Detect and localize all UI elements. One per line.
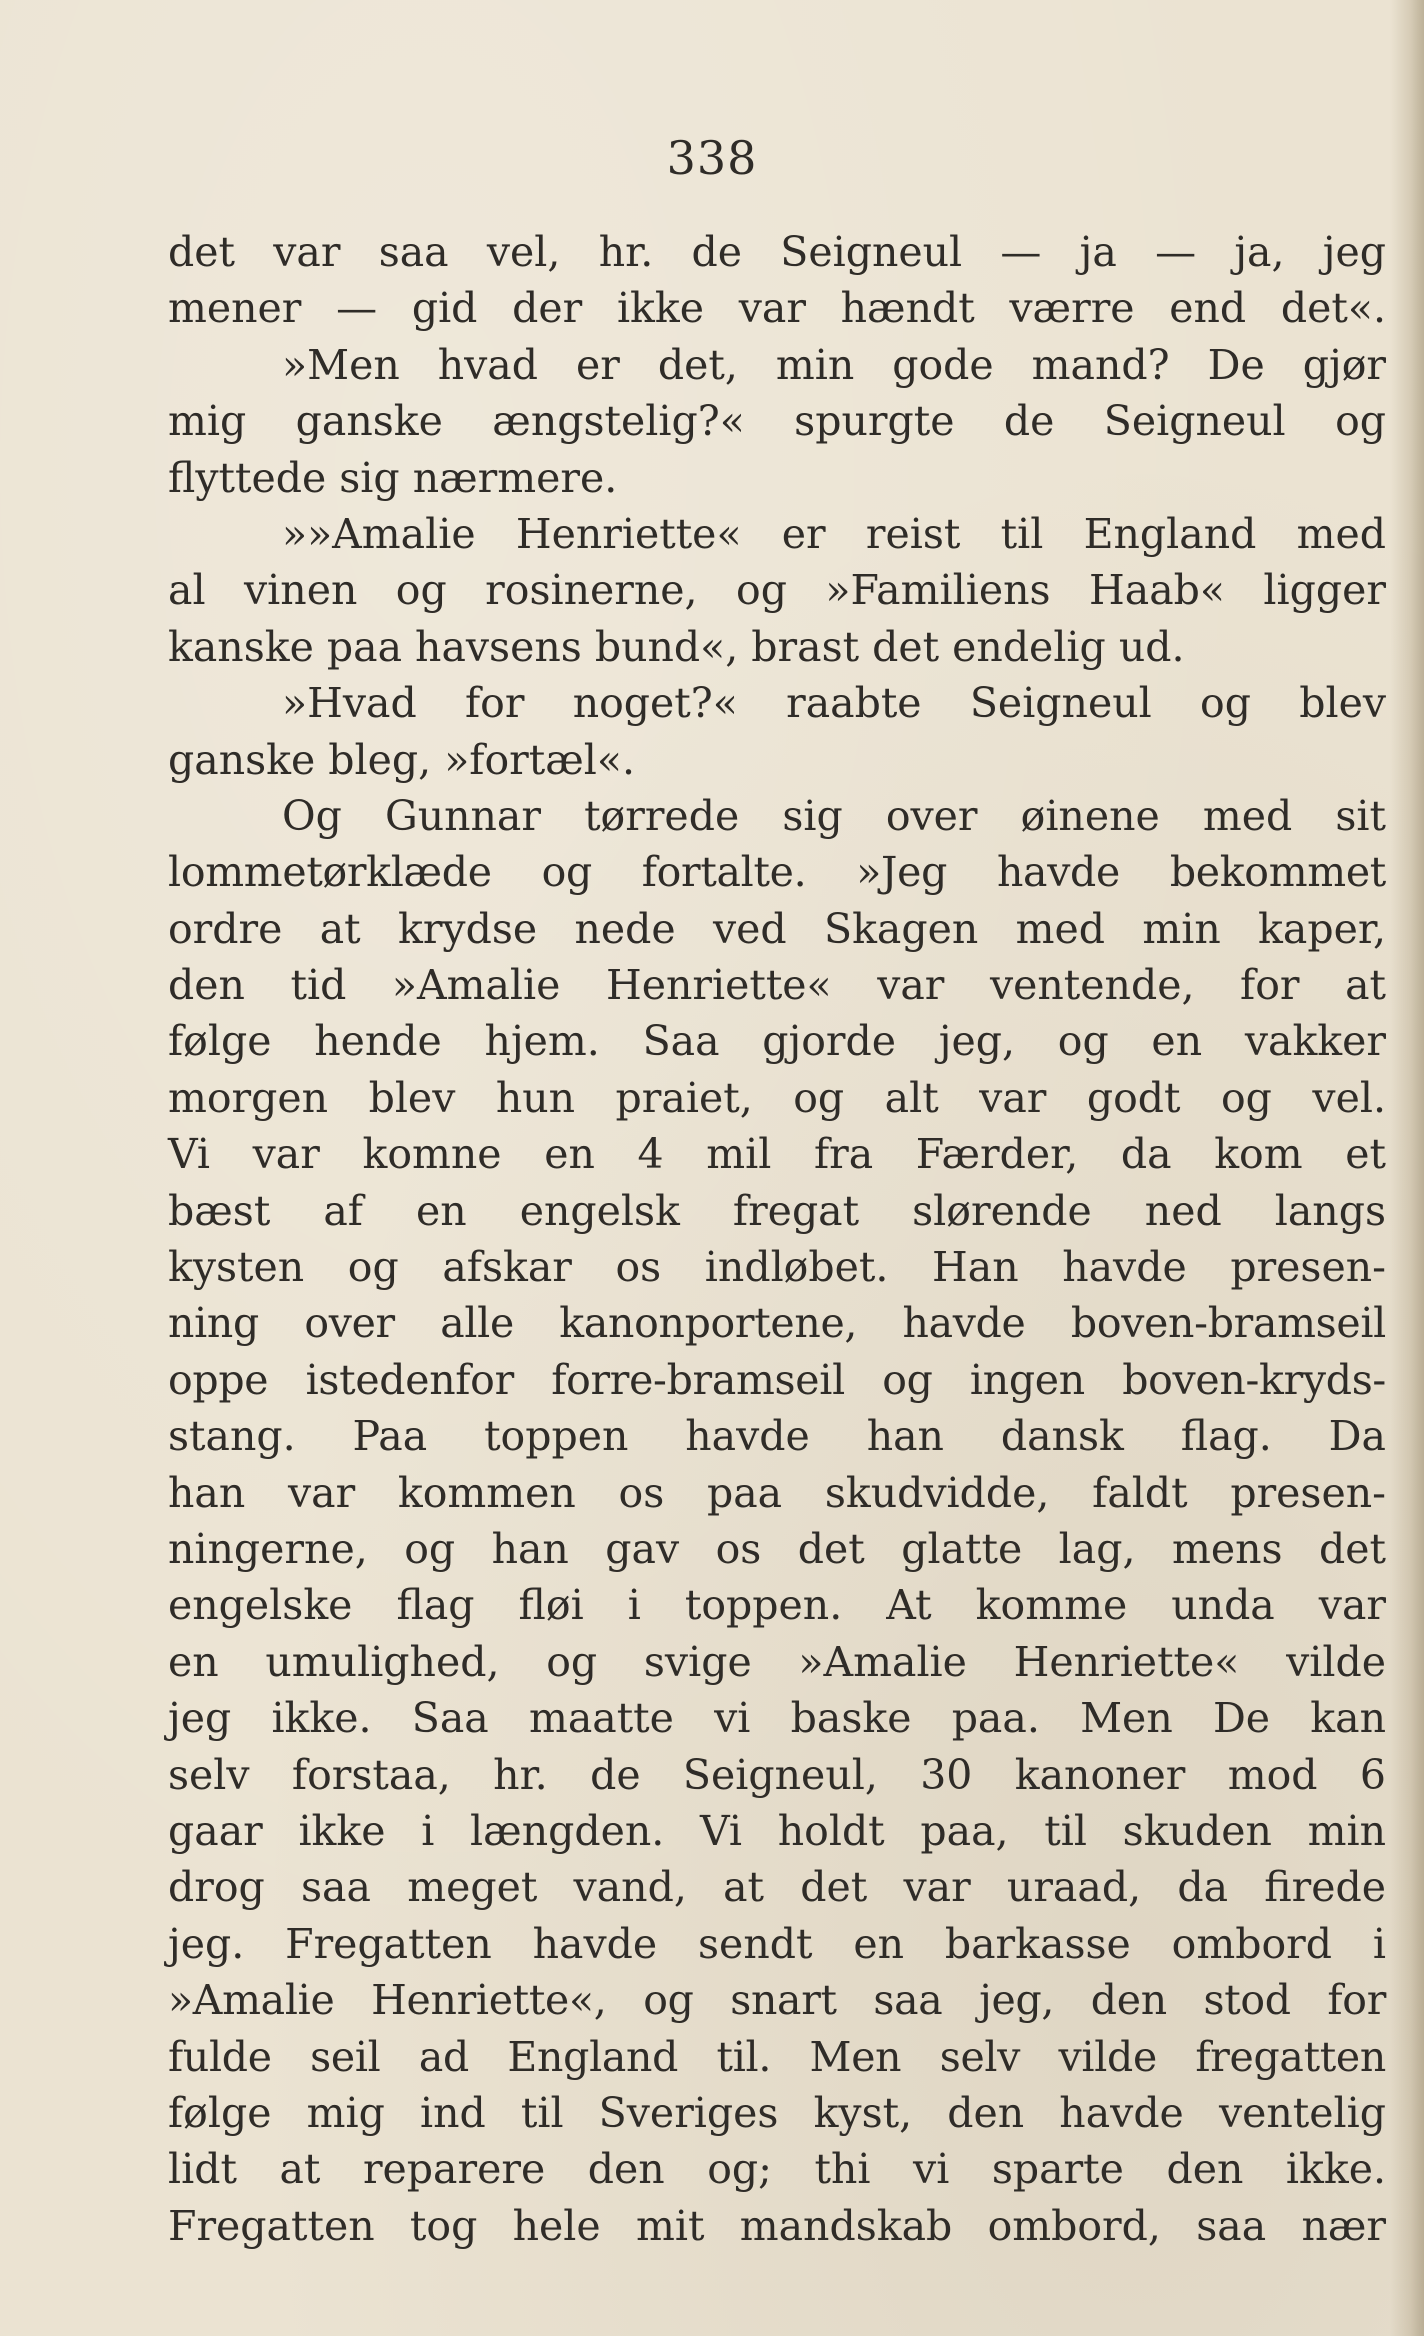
text-line: »»Amalie Henriette« er reist til England med: [282, 509, 1386, 558]
text-line: kanske paa havsens bund«, brast det endelig ud.: [168, 622, 1185, 671]
text-line: ningerne, og han gav os det glatte lag, mens det: [168, 1524, 1386, 1573]
text-line: drog saa meget vand, at det var uraad, da firede: [168, 1863, 1386, 1912]
text-line: engelske flag fløi i toppen. At komme unda var: [168, 1581, 1386, 1630]
text-line: følge mig ind til Sveriges kyst, den havde ventelig: [168, 2088, 1386, 2137]
text-line: lidt at reparere den og; thi vi sparte den ikke.: [168, 2145, 1386, 2194]
text-line: mig ganske ængstelig?« spurgte de Seigneul og: [168, 397, 1386, 446]
text-line: oppe istedenfor forre-bramseil og ingen boven-kryds-: [168, 1355, 1386, 1404]
text-line: ning over alle kanonportene, havde boven-bramseil: [168, 1299, 1386, 1348]
text-line: jeg ikke. Saa maatte vi baske paa. Men De kan: [168, 1694, 1386, 1743]
text-line: bæst af en engelsk fregat slørende ned langs: [168, 1186, 1386, 1235]
text-line: Vi var komne en 4 mil fra Færder, da kom et: [168, 1130, 1386, 1179]
text-line: stang. Paa toppen havde han dansk flag. Da: [168, 1412, 1386, 1461]
text-line: kysten og afskar os indløbet. Han havde presen-: [168, 1243, 1386, 1292]
text-line: »Amalie Henriette«, og snart saa jeg, den stod for: [168, 1976, 1386, 2025]
page-number: 338: [666, 131, 758, 185]
text-line: en umulighed, og svige »Amalie Henriette« vilde: [168, 1637, 1386, 1686]
text-line: »Men hvad er det, min gode mand? De gjør: [282, 340, 1386, 389]
text-line: Og Gunnar tørrede sig over øinene med sit: [282, 791, 1386, 840]
text-line: det var saa vel, hr. de Seigneul — ja — ja, jeg: [168, 228, 1386, 276]
body-text: [168, 224, 1386, 2254]
text-line: følge hende hjem. Saa gjorde jeg, og en vakker: [168, 1017, 1386, 1066]
text-line: ganske bleg, »fortæl«.: [168, 735, 635, 784]
text-line: al vinen og rosinerne, og »Familiens Haab« ligger: [168, 566, 1386, 615]
page-edge-shadow: [1390, 0, 1424, 2336]
text-line: selv forstaa, hr. de Seigneul, 30 kanoner mod 6: [168, 1750, 1386, 1799]
text-line: lommetørklæde og fortalte. »Jeg havde bekommet: [168, 848, 1386, 897]
text-line: ordre at krydse nede ved Skagen med min kaper,: [168, 904, 1386, 953]
text-line: morgen blev hun praiet, og alt var godt og vel.: [168, 1073, 1386, 1122]
text-line: Fregatten tog hele mit mandskab ombord, saa nær: [168, 2201, 1386, 2250]
text-line: han var kommen os paa skudvidde, faldt presen-: [168, 1468, 1386, 1517]
text-line: gaar ikke i længden. Vi holdt paa, til skuden min: [168, 1806, 1386, 1855]
text-line: flyttede sig nærmere.: [168, 453, 618, 502]
text-line: fulde seil ad England til. Men selv vilde fregatten: [168, 2032, 1386, 2081]
text-line: jeg. Fregatten havde sendt en barkasse ombord i: [168, 1919, 1386, 1968]
text-line: »Hvad for noget?« raabte Seigneul og blev: [282, 679, 1386, 728]
text-line: den tid »Amalie Henriette« var ventende, for at: [168, 961, 1386, 1010]
text-line: mener — gid der ikke var hændt værre end det«.: [168, 284, 1386, 333]
